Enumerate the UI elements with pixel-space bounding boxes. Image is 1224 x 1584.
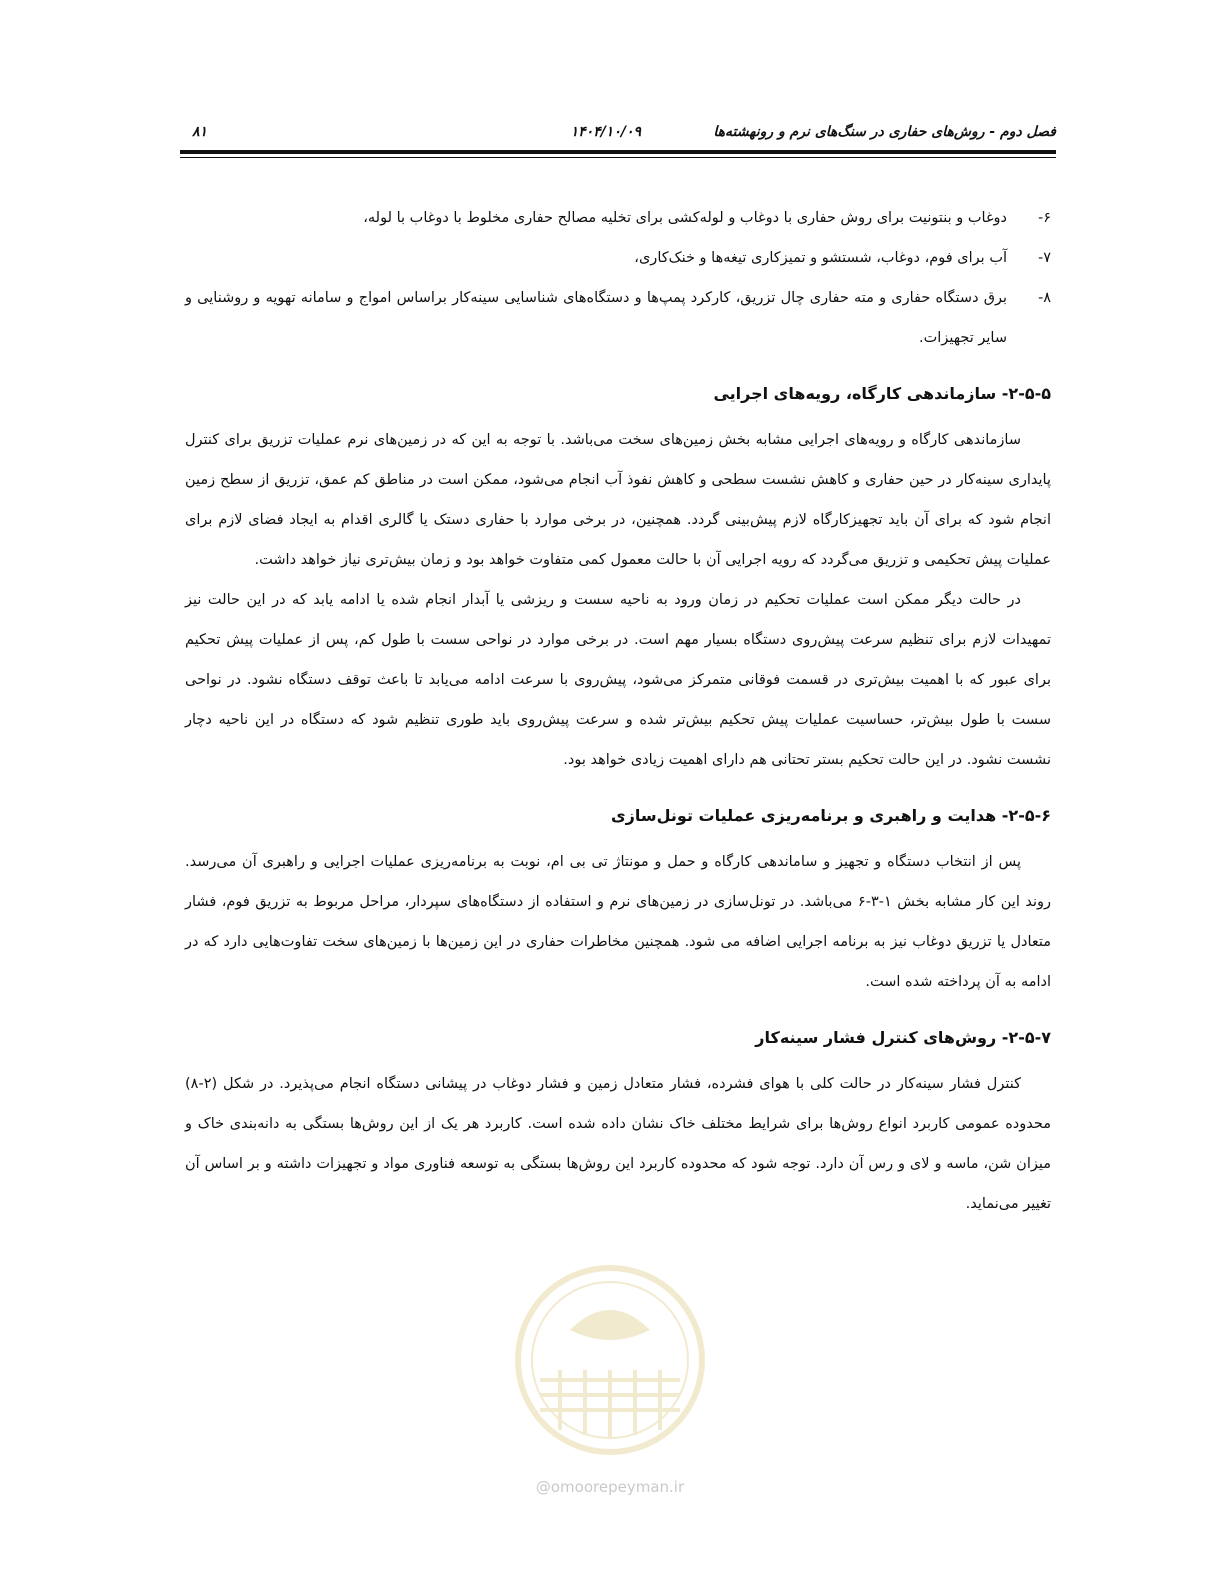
page-content	[185, 198, 1051, 1224]
paragraph: پس از انتخاب دستگاه و تجهیز و ساماندهی کارگاه و حمل و مونتاژ تی بی ام، نوبت به برنامه‌ریزی عملیات اجرایی و راهبری آن می‌رسد. روند این کار مشابه بخش ۱-۳-۶ می‌باشد. در تونل‌سازی در زمین‌های نرم و استفاده از دستگاه‌های سپردار، مراحل مربوط به تزریق فوم، فشار متعادل یا تزریق دوغاب نیز به برنامه اجرایی اضافه می شود. همچنین مخاطرات حفاری در این زمین‌ها با زمین‌های سخت تفاوت‌هایی دارد که در ادامه به آن پرداخته شده است.	[185, 854, 1051, 990]
paragraph: در حالت دیگر ممکن است عملیات تحکیم در زمان ورود به ناحیه سست و ریزشی یا آبدار انجام شده یا ادامه یابد که در این حالت نیز تمهیدات لازم برای تنظیم سرعت پیش‌روی دستگاه بسیار مهم است. در برخی موارد در نواحی سست با طول کم، پس از عملیات پیش تحکیم برای عبور که با اهمیت بیش‌تری در قسمت فوقانی متمرکز می‌شود، پیش‌روی با سرعت ادامه می‌یابد تا باعث توقف دستگاه نشود. در نواحی سست با طول بیش‌تر، حساسیت عملیات پیش تحکیم بیش‌تر شده و سرعت پیش‌روی باید طوری تنظیم شود که دستگاه در این ناحیه دچار نشست نشود. در این حالت تحکیم بستر تحتانی هم دارای اهمیت زیادی خواهد بود.	[185, 592, 1051, 768]
header-rule-thin	[180, 157, 1056, 158]
list-item-text: آب برای فوم، دوغاب، شستشو و تمیزکاری تیغه‌ها و خنک‌کاری،	[634, 250, 1007, 266]
list-item	[185, 278, 1051, 358]
watermark-seal-icon	[500, 1260, 720, 1460]
paragraph: کنترل فشار سینه‌کار در حالت کلی با هوای فشرده، فشار متعادل زمین و فشار دوغاب در پیشانی دستگاه انجام می‌پذیرد. در شکل (۲-۸) محدوده عمومی کاربرد انواع روش‌ها برای شرایط مختلف خاک نشان داده شده است. کاربرد هر یک از این روش‌ها بستگی به دانه‌بندی خاک و میزان شن، ماسه و لای و رس آن دارد. توجه شود که محدوده کاربرد این روش‌ها بستگی به توسعه فناوری مواد و تجهیزات داشته و بر اساس آن تغییر می‌نماید.	[185, 1076, 1051, 1212]
page-number: ۸۱	[192, 124, 208, 140]
list-item-text: برق دستگاه حفاری و مته حفاری چال تزریق، کارکرد پمپ‌ها و دستگاه‌های شناسایی سینه‌کار براساس امواج و سامانه تهویه و روشنایی و سایر تجهیزات.	[185, 290, 1007, 346]
section-heading: ۲-۵-۶- هدایت و راهبری و برنامه‌ریزی عملیات تونل‌سازی	[611, 806, 1051, 825]
list-item	[185, 238, 1051, 278]
list-item	[185, 198, 1051, 238]
list-item-number: ۶-	[1037, 210, 1051, 226]
page-header	[180, 118, 1056, 148]
list-item-number: ۸-	[1037, 290, 1051, 306]
section-heading: ۲-۵-۵- سازماندهی کارگاه، رویه‌های اجرایی	[713, 384, 1051, 403]
list-item-number: ۷-	[1037, 250, 1051, 266]
header-date: ۱۴۰۴/۱۰/۰۹	[570, 124, 641, 140]
section-heading: ۲-۵-۷- روش‌های کنترل فشار سینه‌کار	[755, 1028, 1051, 1047]
watermark-url: @omoorepeyman.ir	[535, 1478, 685, 1496]
paragraph: سازماندهی کارگاه و رویه‌های اجرایی مشابه بخش زمین‌های سخت می‌باشد. با توجه به این که در زمین‌های نرم عملیات تزریق برای کنترل پایداری سینه‌کار در حین حفاری و کاهش نشست سطحی و کاهش نفوذ آب انجام می‌شود، ممکن است در مناطق کم عمق، تزریق از سطح زمین انجام شود که برای آن باید تجهیزکارگاه لازم پیش‌بینی گردد. همچنین، در برخی موارد با حفاری دستک یا گالری اقدام به ایجاد فضای لازم برای عملیات پیش تحکیمی و تزریق می‌گردد که رویه اجرایی آن با حالت معمول کمی متفاوت خواهد بود و زمان بیش‌تری نیاز خواهد داشت.	[185, 432, 1051, 568]
list-item-text: دوغاب و بنتونیت برای روش حفاری با دوغاب و لوله‌کشی برای تخلیه مصالح حفاری مخلوط با دوغاب با لوله،	[363, 210, 1007, 226]
chapter-title: فصل دوم - روش‌های حفاری در سنگ‌های نرم و رونهشته‌ها	[713, 124, 1056, 140]
header-rule-thick	[180, 150, 1056, 154]
